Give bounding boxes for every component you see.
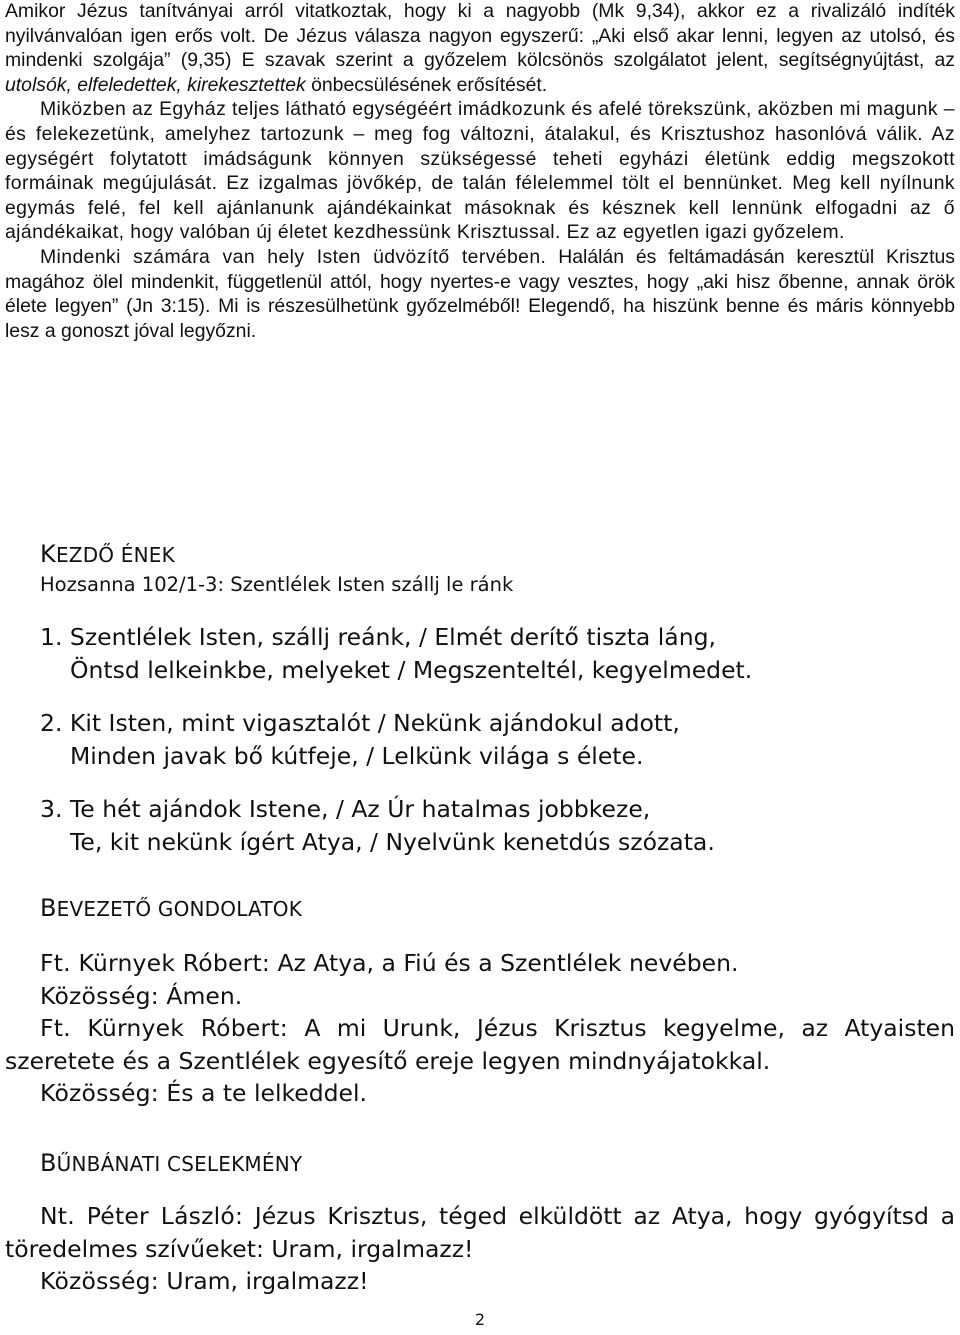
intro-p2-end: Meg kell nyílnunk egymás felé, fel kell ajánlanunk ajándékainkat másoknak és késznek kell lennünk elfogadni az ő ajándékaikat, hogy valóban új életet kezdhessünk Krisztussal. Ez az egyetlen igazi győzelem. — [5, 172, 956, 244]
dialogue-text: Ámen. — [158, 981, 243, 1010]
verse-number: 2. — [40, 709, 70, 737]
dialogue-line — [5, 1012, 955, 1077]
dialogue-line — [5, 1077, 955, 1110]
dialogue-line — [5, 980, 955, 1013]
dialogue-line — [5, 947, 955, 980]
verse-line-text: Kit Isten, mint vigasztalót / Nekünk ajándokul adott, — [69, 709, 680, 737]
section-title-rest: EVEZETŐ GONDOLATOK — [56, 897, 303, 921]
verse-line — [40, 621, 920, 654]
intro-paragraph-3 — [5, 245, 955, 343]
dialogue-text: Uram, irgalmazz! — [158, 1267, 369, 1295]
speaker-label: Közösség: — [40, 1267, 159, 1295]
verse-number: 1. — [40, 623, 70, 651]
intro-p3-end: Halálán és feltámadásán keresztül Krisztus magához ölel mindenkit, függetlenül attól, hogy nyertes-e vagy vesztes, hogy „aki hisz őbenne, annak örök élete legyen” (Jn 3:15). Mi is részesülhetünk győzelméből! Elegendő, ha hiszünk benne és máris könnyebb lesz a gonoszt jóval legyőzni. — [5, 245, 955, 342]
hymn-verse — [40, 621, 920, 687]
section-title-penitential-act — [40, 1149, 302, 1178]
section-title-rest: ŰNBÁNATI CSELEKMÉNY — [56, 1152, 303, 1176]
intro-paragraph-1 — [5, 0, 955, 97]
speaker-label: Közösség: — [40, 981, 159, 1010]
verse-line — [40, 707, 920, 740]
intro-p1-italic: utolsók, elfeledettek, kirekesztettek — [5, 73, 306, 96]
verse-number: 3. — [40, 795, 70, 823]
dialogue-text: Az Atya, a Fiú és a Szentlélek nevében. — [270, 949, 739, 977]
intro-p1-end: önbecsülésének erősítését. — [305, 73, 548, 96]
dialogue-line — [5, 1200, 955, 1265]
hymn-reference: Hozsanna 102/1-3: Szentlélek Isten szállj le ránk — [40, 573, 514, 596]
section-title-initial: K — [40, 540, 56, 568]
verse-line-text: Szentlélek Isten, szállj reánk, / Elmét derítő tiszta láng, — [69, 623, 716, 651]
intro-paragraph-2 — [5, 97, 955, 245]
intro-p1-text: Amikor Jézus tanítványai arról vitatkoztak, hogy ki a nagyobb (Mk 9,34), akkor ez a rivalizáló indíték nyilvánvalóan igen erős volt. De Jézus válasza nagyon egyszerű: „Aki első akar lenni, legyen az utolsó, és mindenki szolgája” (9,35) E szavak szerint a győzelem kölcsönös szolgálatot jelent, segítségnyújtást, az — [5, 0, 955, 72]
dialogue-text: Jézus Krisztus, téged elküldött az Atya, hogy gyógyítsd a töredelmes szívűeket: Uram, irgalmazz! — [5, 1202, 955, 1263]
page-number: 2 — [474, 1310, 486, 1329]
section-title-rest: EZDŐ ÉNEK — [55, 543, 175, 567]
intro-p3-text: Mindenki számára van hely Isten üdvözítő tervében. — [40, 245, 547, 268]
section-title-initial: B — [40, 1149, 57, 1177]
hymn-verse — [40, 793, 920, 859]
verse-line: Minden javak bő kútfeje, / Lelkünk világa s élete. — [70, 742, 644, 770]
section-title-initial: B — [40, 894, 57, 922]
section-title-introduction — [40, 894, 302, 923]
verse-line: Öntsd lelkeinkbe, melyeket / Megszenteltél, kegyelmedet. — [70, 656, 753, 684]
introduction-dialogue — [5, 947, 955, 1110]
speaker-label: Nt. Péter László: — [40, 1202, 244, 1230]
dialogue-text: És a te lelkeddel. — [158, 1079, 368, 1107]
intro-text — [5, 0, 955, 343]
speaker-label: Ft. Kürnyek Róbert: — [40, 949, 271, 977]
speaker-label: Ft. Kürnyek Róbert: — [40, 1014, 288, 1042]
hymn-verse — [40, 707, 920, 773]
penitential-dialogue — [5, 1200, 955, 1298]
verse-line-text: Te hét ajándok Istene, / Az Úr hatalmas jobbkeze, — [69, 795, 651, 823]
verse-line — [40, 793, 920, 826]
dialogue-text: A mi Urunk, Jézus Krisztus kegyelme, az Atyaisten szeretete és a Szentlélek egyesítő ereje legyen mindnyájatokkal. — [5, 1014, 956, 1075]
dialogue-line — [5, 1265, 955, 1298]
speaker-label: Közösség: — [40, 1079, 159, 1107]
verse-line: Te, kit nekünk ígért Atya, / Nyelvünk kenetdús szózata. — [70, 828, 715, 856]
section-title-opening-hymn — [40, 540, 175, 569]
intro-p2-text: Miközben az Egyház teljes látható egységéért imádkozunk és afelé törekszünk, aközben mi magunk – és felekezetünk, amelyhez tartozunk – meg fog változni, átalakul, és Krisztushoz hasonlóvá válik. Az egységért folytatott imádságunk könnyen szükségessé teheti egyházi életünk eddig megszokott formáinak megújulását. Ez izgalmas jövőkép, de talán félelemmel tölt el bennünket. — [5, 98, 955, 195]
